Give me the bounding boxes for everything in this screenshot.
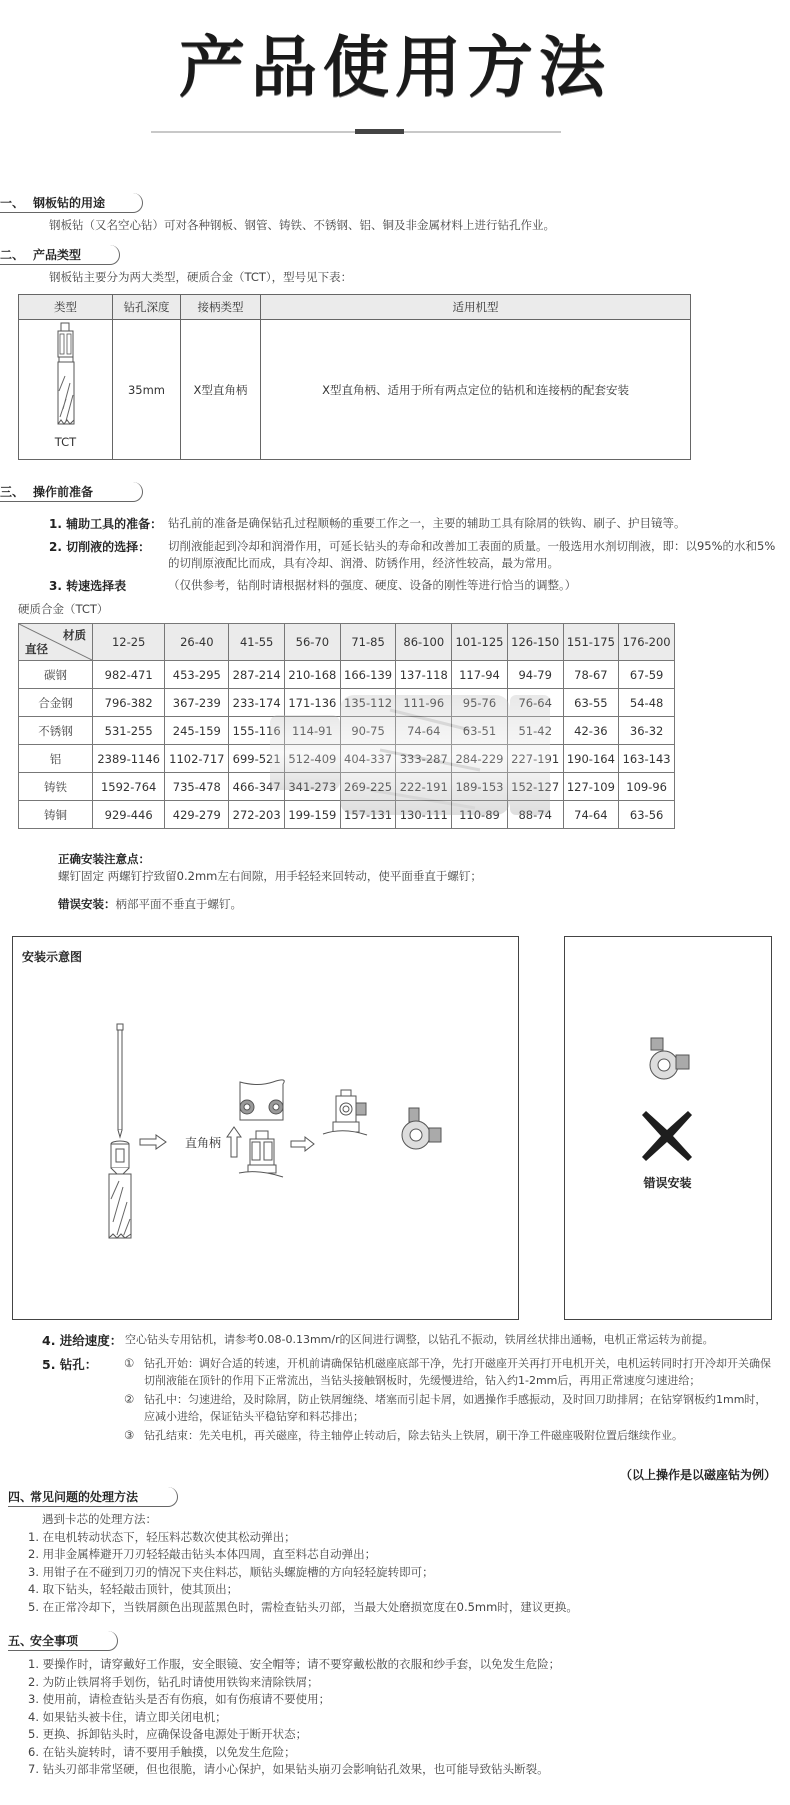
speed-cell: 54-48 <box>619 689 675 717</box>
arrow-right-icon <box>291 1137 314 1151</box>
list-item: 4. 取下钻头，轻轻敲击顶针，使其顶出； <box>28 1582 239 1596</box>
wrong-install-note <box>58 893 242 912</box>
prep-item-text: 切削液能起到冷却和润滑作用，可延长钻头的寿命和改善加工表面的质量。一般选用水剂切削液，即：以95%的水和5%的切削原液配比而成，具有冷却、润滑、防锈作用，经济性较高，最为常用。 <box>168 539 776 570</box>
install-diagram-box <box>12 936 519 1320</box>
list-item: 1. 要操作时，请穿戴好工作服，安全眼镜、安全帽等；请不要穿戴松散的衣服和纱手套，以免发生危险； <box>28 1657 561 1671</box>
section-number: 三、 <box>0 485 25 499</box>
type-cell <box>19 320 113 460</box>
section-1-header <box>0 193 143 213</box>
speed-cell: 189-153 <box>452 773 508 801</box>
speed-cell: 74-64 <box>396 717 452 745</box>
speed-cell: 137-118 <box>396 661 452 689</box>
shank-label: 直角柄 <box>185 1136 222 1150</box>
substep <box>124 1391 777 1425</box>
speed-cell: 42-36 <box>563 717 619 745</box>
speed-cell: 135-112 <box>340 689 396 717</box>
section-2-header <box>0 245 120 265</box>
speed-cell: 341-273 <box>285 773 341 801</box>
cutter-icon <box>109 1141 131 1238</box>
col-header: 26-40 <box>165 624 229 661</box>
corner-material-label: 材质 <box>63 628 86 642</box>
shank-icon <box>239 1131 283 1177</box>
col-header: 钻孔深度 <box>113 295 181 320</box>
list-item: 2. 用非金属棒避开刀刃轻轻敲击钻头本体四周，直至料芯自动弹出； <box>28 1547 377 1561</box>
speed-cell: 531-255 <box>93 717 165 745</box>
col-header: 12-25 <box>93 624 165 661</box>
speed-cell: 2389-1146 <box>93 745 165 773</box>
col-header: 接柄类型 <box>181 295 261 320</box>
page-title: 产品使用方法 <box>179 29 611 106</box>
substep-text: 钻孔中：匀速进给，及时除屑，防止铁屑缠绕、堵塞而引起卡屑，如遇操作手感振动，及时回刀助排屑；在钻穿钢板约1mm时，应减小进给，保证钻头平稳钻穿和料芯排出； <box>144 1393 767 1423</box>
corner-header <box>19 624 93 661</box>
col-header: 适用机型 <box>261 295 691 320</box>
corner-diameter-label: 直径 <box>25 642 48 656</box>
wrong-cross-section-icon <box>648 1037 692 1081</box>
list-item: 2. 为防止铁屑将手划伤，钻孔时请使用铁钩来清除铁屑； <box>28 1674 319 1689</box>
speed-cell: 929-446 <box>93 801 165 829</box>
speed-cell: 1102-717 <box>165 745 229 773</box>
table-row <box>19 773 675 801</box>
speed-cell: 245-159 <box>165 717 229 745</box>
section-number: 一、 <box>0 196 25 210</box>
section-3-header <box>0 482 143 502</box>
wrong-install-box <box>564 936 772 1320</box>
substep-mark: ③ <box>124 1428 135 1442</box>
speed-cell: 74-64 <box>563 801 619 829</box>
machines-cell: X型直角柄、适用于所有两点定位的钻机和连接柄的配套安装 <box>261 320 691 460</box>
speed-cell: 36-32 <box>619 717 675 745</box>
section-title: 钢板钻的用途 <box>33 196 106 210</box>
substep <box>124 1427 777 1444</box>
speed-cell: 63-51 <box>452 717 508 745</box>
footnote: （以上操作是以磁座钻为例） <box>619 1468 776 1482</box>
arrow-right-icon <box>140 1135 166 1149</box>
drill-substeps <box>124 1355 777 1444</box>
speed-cell: 272-203 <box>229 801 285 829</box>
correct-install-text: 螺钉固定 两螺钉拧致留0.2mm左右间隙，用手轻轻来回转动，使平面垂直于螺钉； <box>58 869 482 883</box>
shank-cell: X型直角柄 <box>181 320 261 460</box>
col-header: 151-175 <box>563 624 619 661</box>
section-2-text: 钢板钻主要分为两大类型，硬质合金（TCT），型号见下表： <box>49 270 353 284</box>
section-5-list <box>28 1656 560 1779</box>
speed-cell: 163-143 <box>619 745 675 773</box>
section-title: 常见问题的处理方法 <box>30 1490 139 1504</box>
list-intro: 遇到卡芯的处理方法： <box>42 1512 157 1526</box>
substep-mark: ② <box>124 1392 135 1406</box>
install-diagram <box>13 937 517 1317</box>
speed-cell: 333-287 <box>396 745 452 773</box>
speed-cell: 157-131 <box>340 801 396 829</box>
speed-cell: 117-94 <box>452 661 508 689</box>
speed-cell: 284-229 <box>452 745 508 773</box>
list-item: 4. 如果钻头被卡住，请立即关闭电机； <box>28 1709 227 1724</box>
assembled-holder-icon <box>323 1090 367 1135</box>
section-4-list <box>28 1511 578 1616</box>
depth-cell: 35mm <box>113 320 181 460</box>
speed-cell: 796-382 <box>93 689 165 717</box>
prep-item-text: （仅供参考，钻削时请根据材料的强度、硬度、设备的刚性等进行恰当的调整。） <box>168 578 577 592</box>
holder-icon <box>240 1080 284 1120</box>
prep-item-label: 3. 转速选择表 <box>49 579 127 593</box>
product-type-table <box>18 294 691 460</box>
section-number: 二、 <box>0 248 25 262</box>
section-number: 四、 <box>8 1490 33 1504</box>
material-cell: 铸铜 <box>19 801 93 829</box>
list-item: 3. 使用前，请检查钻头是否有伤痕，如有伤痕请不要使用； <box>28 1692 331 1706</box>
list-item: 5. 更换、拆卸钻头时，应确保设备电源处于断开状态； <box>28 1727 308 1741</box>
speed-cell: 735-478 <box>165 773 229 801</box>
list-item: 6. 在钻头旋转时，请不要用手触摸，以免发生危险； <box>28 1744 296 1759</box>
speed-cell: 155-116 <box>229 717 285 745</box>
material-cell: 碳钢 <box>19 661 93 689</box>
col-header: 101-125 <box>452 624 508 661</box>
section-title: 安全事项 <box>30 1634 79 1648</box>
section-4-header <box>8 1487 178 1507</box>
table-row <box>19 801 675 829</box>
speed-cell: 199-159 <box>285 801 341 829</box>
speed-cell: 95-76 <box>452 689 508 717</box>
wrong-x-icon <box>640 1109 694 1163</box>
substep <box>124 1355 777 1389</box>
speed-cell: 111-96 <box>396 689 452 717</box>
speed-cell: 190-164 <box>563 745 619 773</box>
list-item: 3. 用钳子在不碰到刀刃的情况下夹住料芯，顺钻头螺旋槽的方向轻轻旋转即可； <box>28 1564 434 1579</box>
list-item: 1. 在电机转动状态下，轻压料芯数次使其松动弹出； <box>28 1529 296 1544</box>
speed-cell: 51-42 <box>507 717 563 745</box>
step-label: 5. 钻孔： <box>42 1357 98 1372</box>
pilot-pin-icon <box>117 1024 123 1137</box>
col-header: 86-100 <box>396 624 452 661</box>
cross-section-icon <box>402 1108 441 1149</box>
diagram-title: 安装示意图 <box>22 950 83 964</box>
correct-install-label: 正确安装注意点： <box>58 852 150 866</box>
material-cell: 不锈钢 <box>19 717 93 745</box>
speed-cell: 109-96 <box>619 773 675 801</box>
wrong-install-caption: 错误安装 <box>643 1176 692 1190</box>
speed-table <box>18 623 675 829</box>
speed-cell: 210-168 <box>285 661 341 689</box>
speed-cell: 453-295 <box>165 661 229 689</box>
section-title: 产品类型 <box>33 248 82 262</box>
speed-cell: 90-75 <box>340 717 396 745</box>
speed-cell: 404-337 <box>340 745 396 773</box>
col-header: 56-70 <box>285 624 341 661</box>
speed-cell: 1592-764 <box>93 773 165 801</box>
speed-cell: 466-347 <box>229 773 285 801</box>
section-title: 操作前准备 <box>33 485 94 499</box>
list-item: 7. 钻头刃部非常坚硬，但也很脆，请小心保护，如果钻头崩刃会影响钻孔效果，也可能导致钻头断裂。 <box>28 1762 549 1776</box>
section-5-header <box>8 1631 118 1651</box>
speed-cell: 287-214 <box>229 661 285 689</box>
table-row <box>19 689 675 717</box>
col-header: 41-55 <box>229 624 285 661</box>
material-cell: 合金钢 <box>19 689 93 717</box>
speed-cell: 227-191 <box>507 745 563 773</box>
speed-cell: 88-74 <box>507 801 563 829</box>
speed-cell: 233-174 <box>229 689 285 717</box>
speed-cell: 982-471 <box>93 661 165 689</box>
substep-text: 钻孔结束：先关电机，再关磁座，待主轴停止转动后，除去钻头上铁屑，刷干净工件磁座吸附位置后继续作业。 <box>144 1429 683 1442</box>
speed-cell: 269-225 <box>340 773 396 801</box>
wrong-install-label: 错误安装： <box>58 897 116 911</box>
speed-cell: 130-111 <box>396 801 452 829</box>
prep-item-text: 钻孔前的准备是确保钻孔过程顺畅的重要工作之一，主要的辅助工具有除屑的铁钩、刷子、护目镜等。 <box>168 516 686 530</box>
material-cell: 铸铁 <box>19 773 93 801</box>
speed-cell: 127-109 <box>563 773 619 801</box>
substep-mark: ① <box>124 1356 135 1370</box>
section-1-text: 钢板钻（又名空心钻）可对各种钢板、钢管、铸铁、不锈钢、铝、铜及非金属材料上进行钻孔作业。 <box>49 218 555 232</box>
speed-cell: 171-136 <box>285 689 341 717</box>
speed-cell: 222-191 <box>396 773 452 801</box>
speed-cell: 114-91 <box>285 717 341 745</box>
col-header: 71-85 <box>340 624 396 661</box>
table-row <box>19 320 691 460</box>
speed-cell: 94-79 <box>507 661 563 689</box>
speed-cell: 63-55 <box>563 689 619 717</box>
list-item: 5. 在正常冷却下，当铁屑颜色出现蓝黑色时，需检查钻头刃部，当最大处磨损宽度在0.5mm时，建议更换。 <box>28 1599 578 1614</box>
title-divider-accent <box>355 129 404 134</box>
speed-cell: 166-139 <box>340 661 396 689</box>
speed-cell: 512-409 <box>285 745 341 773</box>
section-number: 五、 <box>8 1634 33 1648</box>
speed-cell: 367-239 <box>165 689 229 717</box>
speed-cell: 429-279 <box>165 801 229 829</box>
type-label: TCT <box>54 435 77 449</box>
speed-cell: 152-127 <box>507 773 563 801</box>
wrong-install-text: 柄部平面不垂直于螺钉。 <box>115 897 242 911</box>
col-header: 176-200 <box>619 624 675 661</box>
step-text: 空心钻头专用钻机，请参考0.08-0.13mm/r的区间进行调整，以钻孔不振动，铁屑丝状排出通畅，电机正常运转为前提。 <box>125 1333 714 1346</box>
prep-item-label: 2. 切削液的选择： <box>49 540 151 554</box>
col-header: 126-150 <box>507 624 563 661</box>
speed-cell: 110-89 <box>452 801 508 829</box>
step-label: 4. 进给速度： <box>42 1333 123 1348</box>
table-row <box>19 661 675 689</box>
speed-cell: 699-521 <box>229 745 285 773</box>
speed-table-caption: 硬质合金（TCT） <box>18 602 109 616</box>
speed-cell: 78-67 <box>563 661 619 689</box>
tct-cutter-icon <box>46 321 86 429</box>
speed-cell: 76-64 <box>507 689 563 717</box>
col-header: 类型 <box>19 295 113 320</box>
arrow-up-icon <box>227 1127 241 1157</box>
table-row <box>19 717 675 745</box>
speed-cell: 63-56 <box>619 801 675 829</box>
substep-text: 钻孔开始：调好合适的转速，开机前请确保钻机磁座底部干净，先打开磁座开关再打开电机开关，电机运转同时打开冷却开关确保切削液能在顶针的作用下正常流出，当钻头接触钢板时，先缓慢进给，钻入约1-2mm后，再用正常速度匀速进给； <box>144 1357 771 1387</box>
table-row <box>19 745 675 773</box>
prep-item-label: 1. 辅助工具的准备： <box>49 517 163 531</box>
speed-cell: 67-59 <box>619 661 675 689</box>
material-cell: 铝 <box>19 745 93 773</box>
